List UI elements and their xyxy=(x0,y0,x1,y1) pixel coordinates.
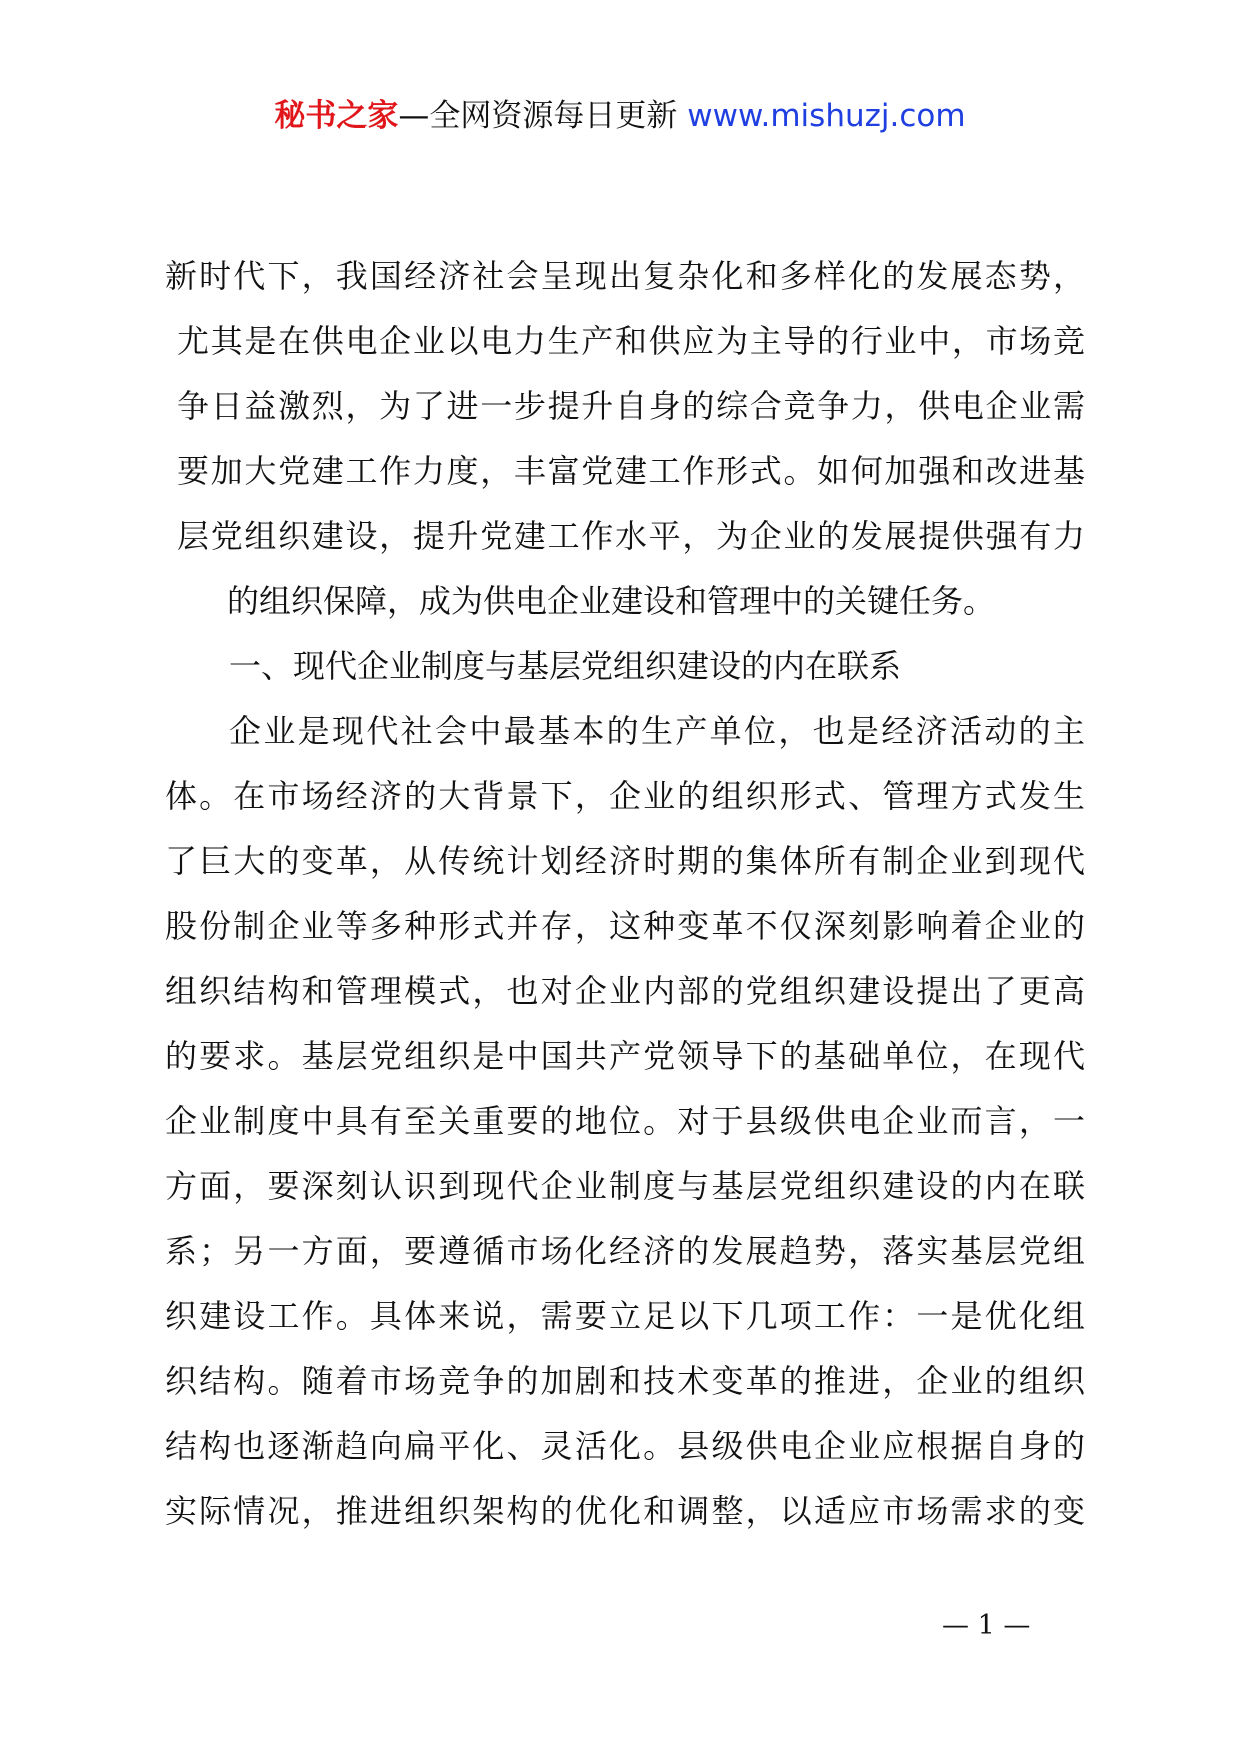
text-line: 企业制度中具有至关重要的地位。对于县级供电企业而言，一 xyxy=(165,1102,1085,1140)
text-line: 争日益激烈，为了进一步提升自身的综合竞争力，供电企业需 xyxy=(177,387,1085,425)
text-line: 企业是现代社会中最基本的生产单位，也是经济活动的主 xyxy=(229,712,1085,750)
text-line: 体。在市场经济的大背景下，企业的组织形式、管理方式发生 xyxy=(165,777,1085,815)
text-line: 股份制企业等多种形式并存，这种变革不仅深刻影响着企业的 xyxy=(165,907,1085,945)
text-line: 要加大党建工作力度，丰富党建工作形式。如何加强和改进基 xyxy=(177,452,1085,490)
text-line: 结构也逐渐趋向扁平化、灵活化。县级供电企业应根据自身的 xyxy=(165,1427,1085,1465)
text-line: 了巨大的变革，从传统计划经济时期的集体所有制企业到现代 xyxy=(165,842,1085,880)
text-line: 织结构。随着市场竞争的加剧和技术变革的推进，企业的组织 xyxy=(165,1362,1085,1400)
site-tagline: —全网资源每日更新 xyxy=(398,98,678,134)
text-line: 的组织保障，成为供电企业建设和管理中的关键任务。 xyxy=(227,582,996,620)
site-url-link[interactable]: www.mishuzj.com xyxy=(687,98,966,134)
site-header xyxy=(0,96,1240,136)
document-body xyxy=(165,244,1085,1544)
text-line: 组织结构和管理模式，也对企业内部的党组织建设提出了更高 xyxy=(165,972,1085,1010)
text-line: 实际情况，推进组织架构的优化和调整，以适应市场需求的变 xyxy=(165,1492,1085,1530)
text-line: 方面，要深刻认识到现代企业制度与基层党组织建设的内在联 xyxy=(165,1167,1085,1205)
text-line: 层党组织建设，提升党建工作水平，为企业的发展提供强有力 xyxy=(177,517,1085,555)
text-line: 系；另一方面，要遵循市场化经济的发展趋势，落实基层党组 xyxy=(165,1232,1085,1270)
text-line: 的要求。基层党组织是中国共产党领导下的基础单位，在现代 xyxy=(165,1037,1085,1075)
page-number: — 1 — xyxy=(942,1610,1031,1641)
section-heading: 一、现代企业制度与基层党组织建设的内在联系 xyxy=(229,647,902,685)
text-line: 织建设工作。具体来说，需要立足以下几项工作：一是优化组 xyxy=(165,1297,1085,1335)
site-brand: 秘书之家 xyxy=(274,98,399,134)
body-paragraph xyxy=(165,699,1085,1544)
text-line: 尤其是在供电企业以电力生产和供应为主导的行业中，市场竞 xyxy=(177,322,1085,360)
intro-paragraph xyxy=(165,244,1085,634)
text-line: 新时代下，我国经济社会呈现出复杂化和多样化的发展态势， xyxy=(165,257,1085,295)
